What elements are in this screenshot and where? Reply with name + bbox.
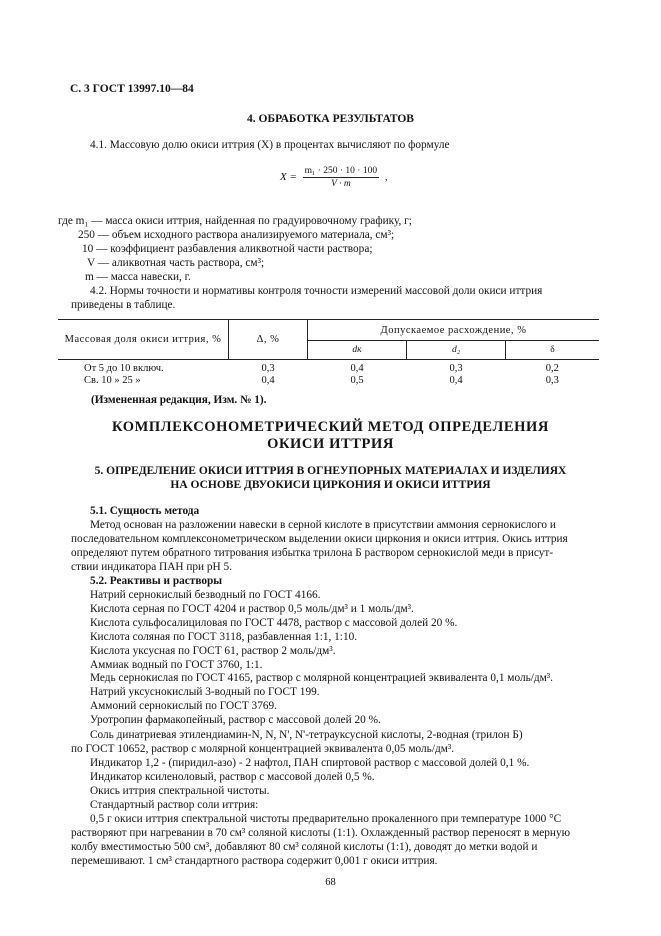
- formula-numerator: m₁ · 250 · 10 · 100: [304, 166, 378, 176]
- standard-solution-paragraph: [71, 813, 599, 869]
- sub-d2-header: d₂: [407, 341, 506, 360]
- sub-delta-header: δ: [506, 341, 600, 360]
- paragraph-4-2: [71, 285, 599, 313]
- col-allowed-header: Допускаемое расхождение, %: [308, 320, 600, 341]
- reagent-item: Кислота серная по ГОСТ 4204 и раствор 0,5 моль/дм³ и 1 моль/дм³.: [90, 602, 414, 615]
- reagent-list-2: [90, 757, 600, 813]
- reagent-list: [90, 589, 600, 728]
- std-line: растворяют при нагревании в 70 см³ соляной кислоты (1:1). Охлажденный раствор переносят в мерную: [71, 826, 571, 839]
- p51-line: определяют путем обратного титрования избытка трилона Б раствором сернокислой меди в присут-: [71, 546, 554, 559]
- p42-line-2: приведены в таблице.: [71, 298, 176, 311]
- row-label: Св. 10 » 25 »: [84, 374, 141, 386]
- method-title-line-1: КОМПЛЕКСОНОМЕТРИЧЕСКИЙ МЕТОД ОПРЕДЕЛЕНИЯ: [111, 419, 550, 435]
- reagent-item: Индикатор ксиленоловый, раствор с массовой долей 0,5 %.: [90, 770, 375, 783]
- reagent-item: Натрий сернокислый безводный по ГОСТ 4166.: [90, 589, 321, 601]
- formula-tail: ,: [384, 171, 388, 184]
- trilon-line-1: Соль динатриевая этилендиамин-N, N, N', N'-тетрауксусной кислоты, 2-водная (трилон Б): [90, 729, 523, 741]
- row-d: 0,2: [545, 363, 559, 374]
- reagent-item: Медь сернокислая по ГОСТ 4165, раствор с молярной концентрацией эквивалента 0,1 моль/дм³.: [90, 672, 553, 685]
- reagent-item: Аммоний сернокислый по ГОСТ 3769.: [90, 700, 277, 713]
- where-line-5: m — масса навески, г.: [85, 271, 191, 283]
- trilon-paragraph: [71, 729, 599, 757]
- p42-line-1: 4.2. Нормы точности и нормативы контроля точности измерений массовой доли окиси иттрия: [90, 285, 543, 297]
- col-delta-header: Δ, %: [229, 320, 308, 360]
- row-d2: 0,3: [449, 363, 463, 374]
- heading-5-1: 5.1. Сущность метода: [90, 505, 200, 517]
- reagent-item: Кислота сульфосалициловая по ГОСТ 4478, раствор с массовой долей 20 %.: [90, 616, 458, 629]
- page-header: С. 3 ГОСТ 13997.10—84: [70, 83, 194, 95]
- section-5-title-line-1: 5. ОПРЕДЕЛЕНИЕ ОКИСИ ИТТРИЯ В ОГНЕУПОРНЫХ МАТЕРИАЛАХ И ИЗДЕЛИЯХ: [94, 465, 567, 477]
- formula-fraction: [303, 166, 379, 189]
- reagent-item: Стандартный раствор соли иттрия:: [90, 798, 259, 811]
- formula-denominator: V · m: [331, 179, 351, 189]
- row-delta: 0,3: [261, 363, 275, 374]
- trilon-line-2: по ГОСТ 10652, раствор с молярной концентрацией эквивалента 0,05 моль/дм³.: [71, 742, 455, 755]
- where-line-1: где m₁ — масса окиси иттрия, найденная по градуировочному графику, г;: [58, 215, 412, 227]
- section-5-title-line-2: НА ОСНОВЕ ДВУОКИСИ ЦИРКОНИЯ И ОКИСИ ИТТРИЯ: [170, 479, 491, 491]
- where-line-4: V — аликвотная часть раствора, см³;: [87, 257, 265, 269]
- row-label: От 5 до 10 включ.: [84, 363, 164, 374]
- where-line-3: 10 — коэффициент разбавления аликвотной части раствора;: [82, 243, 373, 255]
- formula: [280, 166, 388, 189]
- reagent-item: Кислота соляная по ГОСТ 3118, разбавленная 1:1, 1:10.: [90, 630, 358, 643]
- method-title-line-2: ОКИСИ ИТТРИЯ: [267, 436, 394, 452]
- paragraph-5-1: [71, 519, 599, 575]
- row-delta: 0,4: [261, 374, 275, 386]
- heading-5-2: 5.2. Реактивы и растворы: [90, 575, 223, 587]
- p51-line: последовательном комплексонометрическом выделении окиси циркония и окиси иттрия. Окись иттрия: [71, 532, 568, 545]
- table-row: [58, 360, 599, 375]
- section-4-title: 4. ОБРАБОТКА РЕЗУЛЬТАТОВ: [247, 113, 414, 125]
- p51-line: Метод основан на разложении навески в серной кислоте в присутствии аммония сернокислого и: [90, 519, 556, 531]
- sub-dk-header: dк: [308, 341, 407, 360]
- row-d2: 0,4: [449, 374, 463, 386]
- edition-note: (Измененная редакция, Изм. № 1).: [91, 394, 267, 406]
- row-dk: 0,5: [350, 374, 364, 386]
- reagent-item: Аммиак водный по ГОСТ 3760, 1:1.: [90, 658, 263, 671]
- std-line: колбу вместимостью 500 см³, добавляют 80 см³ соляной кислоты (1:1), доводят до метки водой и: [71, 840, 538, 853]
- row-d: 0,3: [545, 374, 559, 386]
- reagent-item: Кислота уксусная по ГОСТ 61, раствор 2 моль/дм³.: [90, 644, 336, 657]
- accuracy-table: [58, 319, 599, 386]
- reagent-item: Уротропин фармакопейный, раствор с массовой долей 20 %.: [90, 714, 381, 727]
- col-mass-header: Массовая доля окиси иттрия, %: [58, 320, 229, 360]
- reagent-item: Окись иттрия спектральной чистоты.: [90, 784, 270, 797]
- formula-lhs: X =: [280, 171, 297, 184]
- std-line: 0,5 г окиси иттрия спектральной чистоты предварительно прокаленного при температуре 1000 °С: [90, 813, 562, 825]
- row-dk: 0,4: [350, 363, 364, 374]
- table-row: [58, 374, 599, 386]
- p51-line: ствии индикатора ПАН при pH 5.: [71, 560, 233, 573]
- reagent-item: Индикатор 1,2 - (пиридил-азо) - 2 нафтол, ПАН спиртовой раствор с массовой долей 0,1 %.: [90, 757, 530, 769]
- std-line: перемешивают. 1 см³ стандартного раствора содержит 0,001 г окиси иттрия.: [71, 854, 438, 867]
- reagent-item: Натрий уксуснокислый 3-водный по ГОСТ 199.: [90, 686, 320, 699]
- paragraph-4-1: 4.1. Массовую долю окиси иттрия (X) в процентах вычисляют по формуле: [90, 139, 450, 151]
- page-number: 68: [325, 877, 336, 888]
- where-line-2: 250 — объем исходного раствора анализируемого материала, см³;: [78, 229, 395, 241]
